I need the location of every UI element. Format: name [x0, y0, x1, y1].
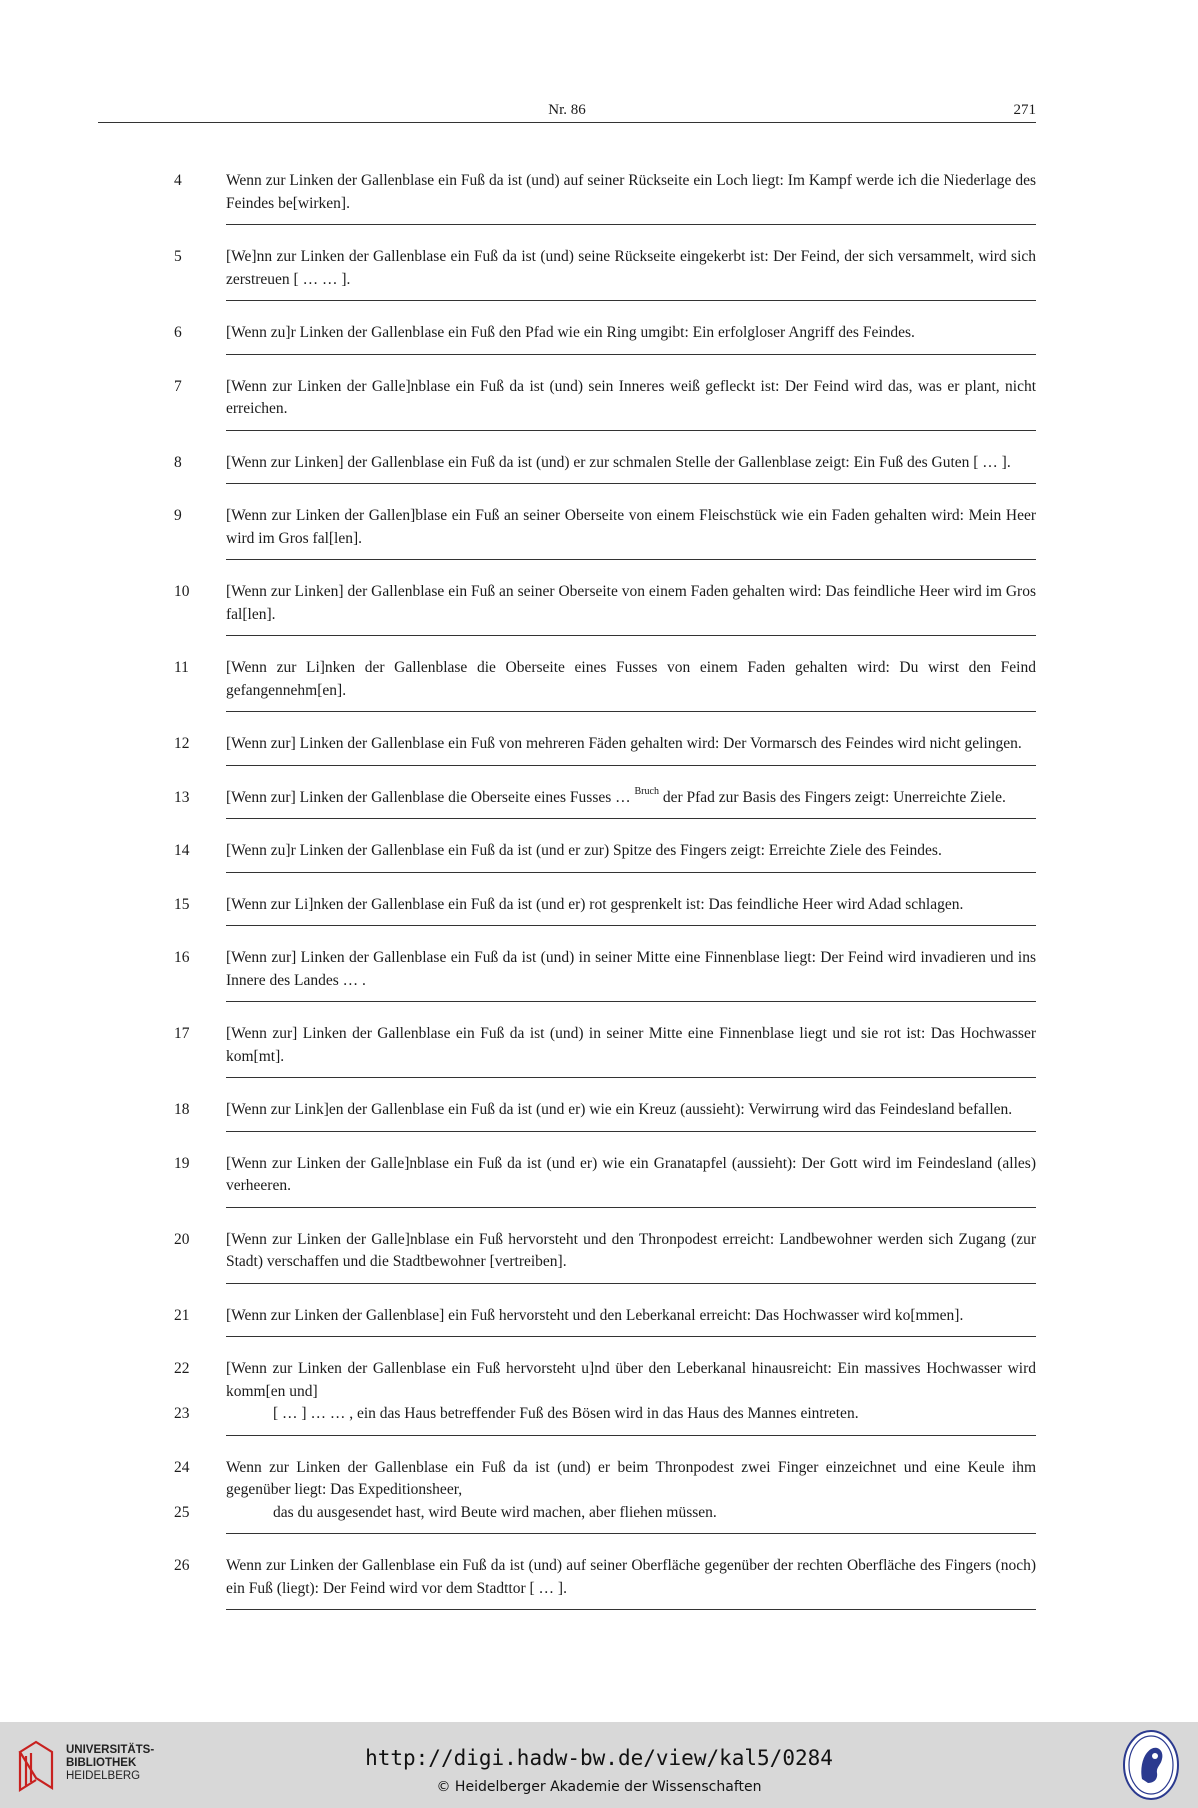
omen-entry	[160, 1305, 1036, 1338]
entry-text	[226, 1502, 1036, 1525]
entry-line	[160, 1305, 1036, 1328]
entry-text	[226, 1099, 1036, 1122]
entry-text	[226, 505, 1036, 550]
entry-line	[160, 1023, 1036, 1068]
entry-text	[226, 376, 1036, 421]
entry-text	[226, 1305, 1036, 1328]
omen-entry	[160, 1358, 1036, 1436]
line-number: 26	[174, 1557, 190, 1574]
omen-entry	[160, 452, 1036, 485]
omen-entry	[160, 840, 1036, 873]
entry-line	[160, 1502, 1036, 1525]
omen-entry	[160, 1153, 1036, 1208]
entry-text-main: Wenn zur Linken der Gallenblase ein Fuß da ist (und) auf seiner Oberfläche gegenüber der rechten Oberfläche des Fingers (noch) ein Fuß (liegt): Der Feind wird vor dem Stadttor [ … ].	[226, 1557, 1036, 1597]
entry-line	[160, 376, 1036, 421]
entry-text	[226, 452, 1036, 475]
entry-text	[226, 733, 1036, 756]
entry-text-main: [ … ] … … , ein das Haus betreffender Fuß des Bösen wird in das Haus des Mannes eintreten.	[273, 1405, 859, 1422]
logo-line-2: BIBLIOTHEK	[66, 1757, 137, 1769]
omen-entry	[160, 733, 1036, 766]
page-number: 271	[1013, 102, 1036, 118]
line-number: 7	[174, 377, 182, 395]
line-number: 5	[174, 248, 182, 265]
entry-line	[160, 1153, 1036, 1198]
entry-text-main: Wenn zur Linken der Gallenblase ein Fuß da ist (und) er beim Thronpodest zwei Finger einzeichnet und eine Keule ihm gegenüber liegt: Das Expeditionsheer,	[226, 1458, 1036, 1498]
entry-text	[226, 1403, 1036, 1426]
omen-entry	[160, 1555, 1036, 1610]
entry-text	[226, 1229, 1036, 1274]
omen-entry	[160, 657, 1036, 712]
omen-entry	[160, 1457, 1036, 1535]
permalink-url[interactable]: http://digi.hadw-bw.de/view/kal5/0284	[365, 1746, 833, 1770]
entry-text-main: [Wenn zur] Linken der Gallenblase ein Fuß von mehreren Fäden gehalten wird: Der Vormarsch des Feindes wird nicht gelingen.	[226, 735, 1022, 752]
entry-line	[160, 505, 1036, 550]
entry-text	[226, 246, 1036, 291]
entry-text	[226, 947, 1036, 992]
break-marker: Bruch	[634, 785, 659, 797]
entry-text	[226, 581, 1036, 626]
line-number: 24	[174, 1458, 190, 1476]
copyright-notice: © Heidelberger Akademie der Wissenschaften	[436, 1779, 762, 1795]
entry-line	[160, 1403, 1036, 1426]
line-number: 23	[174, 1405, 190, 1422]
entry-line	[160, 894, 1036, 917]
entry-line	[160, 1099, 1036, 1122]
entry-text-main: [Wenn zur Linken der Galle]nblase ein Fuß hervorsteht und den Thronpodest erreicht: Landbewohner werden sich Zugang (zur Stadt) verschaffen und die Stadtbewohner [vertreiben].	[226, 1230, 1036, 1270]
academy-seal-icon[interactable]	[1122, 1729, 1180, 1801]
entry-line	[160, 246, 1036, 291]
entry-text	[226, 787, 1036, 810]
entry-text-main: [Wenn zur Li]nken der Gallenblase die Oberseite eines Fusses von einem Faden gehalten wird: Du wirst den Feind gefangennehm[en].	[226, 659, 1036, 699]
entry-text-main: [Wenn zu]r Linken der Gallenblase ein Fuß da ist (und er zur) Spitze des Fingers zeigt: Erreichte Ziele des Feindes.	[226, 842, 942, 859]
line-number: 8	[174, 453, 182, 471]
line-number: 4	[174, 172, 182, 189]
line-number: 10	[174, 583, 190, 600]
omen-entry	[160, 322, 1036, 355]
entry-text-main: [Wenn zur Linken der Galle]nblase ein Fuß da ist (und er) wie ein Granatapfel (aussieht): Der Gott wird im Feindesland (alles) verheeren.	[226, 1154, 1036, 1194]
omen-entry	[160, 581, 1036, 636]
footer-bar	[0, 1722, 1198, 1808]
entry-line	[160, 322, 1036, 345]
line-number: 15	[174, 895, 190, 913]
entry-line	[160, 947, 1036, 992]
entry-text-main: [Wenn zur Linken] der Gallenblase ein Fuß an seiner Oberseite von einem Faden gehalten wird: Das feindliche Heer wird im Gros fal[len].	[226, 583, 1036, 623]
line-number: 19	[174, 1154, 190, 1172]
entry-text-main: das du ausgesendet hast, wird Beute wird machen, aber fliehen müssen.	[273, 1503, 717, 1521]
entry-text-main: [Wenn zur Linken] der Gallenblase ein Fuß da ist (und) er zur schmalen Stelle der Gallenblase zeigt: Ein Fuß des Guten [ … ].	[226, 453, 1011, 471]
line-number: 25	[174, 1503, 190, 1521]
entry-text-main: [Wenn zur Li]nken der Gallenblase ein Fuß da ist (und er) rot gesprenkelt ist: Das feindliche Heer wird Adad schlagen.	[226, 895, 964, 913]
entry-line	[160, 657, 1036, 702]
line-number: 22	[174, 1360, 190, 1377]
entry-text	[226, 1555, 1036, 1600]
entry-line	[160, 1229, 1036, 1274]
entry-text-main: [We]nn zur Linken der Gallenblase ein Fuß da ist (und) seine Rückseite eingekerbt ist: Der Feind, der sich versammelt, wird sich zerstreuen [ … … ].	[226, 248, 1036, 288]
entry-line	[160, 452, 1036, 475]
line-number: 11	[174, 659, 189, 676]
entry-line	[160, 1457, 1036, 1502]
entry-line	[160, 733, 1036, 756]
logo-line-3: HEIDELBERG	[66, 1770, 141, 1782]
entry-text	[226, 1457, 1036, 1502]
entry-line	[160, 1358, 1036, 1403]
line-number: 12	[174, 735, 190, 752]
entry-text-main: [Wenn zur] Linken der Gallenblase die Oberseite eines Fusses …	[226, 788, 635, 806]
line-number: 13	[174, 788, 190, 806]
line-number: 20	[174, 1230, 190, 1248]
omen-entries	[160, 170, 1036, 1631]
omen-entry	[160, 246, 1036, 301]
entry-text-main: [Wenn zu]r Linken der Gallenblase ein Fuß den Pfad wie ein Ring umgibt: Ein erfolgloser Angriff des Feindes.	[226, 324, 915, 341]
entry-line	[160, 170, 1036, 215]
entry-text	[226, 657, 1036, 702]
omen-entry	[160, 787, 1036, 820]
entry-line	[160, 787, 1036, 810]
entry-text-main: Wenn zur Linken der Gallenblase ein Fuß da ist (und) auf seiner Rückseite ein Loch liegt: Im Kampf werde ich die Niederlage des Feindes be[wirken].	[226, 172, 1036, 212]
line-number: 16	[174, 949, 190, 966]
line-number: 9	[174, 507, 182, 524]
entry-text-continued: der Pfad zur Basis des Fingers zeigt: Unerreichte Ziele.	[658, 788, 1006, 806]
entry-text	[226, 1153, 1036, 1198]
entry-text-main: [Wenn zur Linken der Gallenblase] ein Fuß hervorsteht und den Leberkanal erreicht: Das Hochwasser wird ko[mmen].	[226, 1306, 964, 1324]
omen-entry	[160, 1023, 1036, 1078]
omen-entry	[160, 947, 1036, 1002]
entry-line	[160, 581, 1036, 626]
entry-text	[226, 894, 1036, 917]
line-number: 18	[174, 1101, 190, 1118]
entry-text-main: [Wenn zur Linken der Gallenblase ein Fuß hervorsteht u]nd über den Leberkanal hinausreicht: Ein massives Hochwasser wird komm[en und]	[226, 1360, 1036, 1400]
entry-text-main: [Wenn zur Linken der Galle]nblase ein Fuß da ist (und) sein Inneres weiß gefleckt ist: Der Feind wird das, was er plant, nicht erreichen.	[226, 377, 1036, 417]
omen-entry	[160, 894, 1036, 927]
page-header	[98, 102, 1036, 123]
entry-text	[226, 170, 1036, 215]
entry-text	[226, 322, 1036, 345]
entry-text-main: [Wenn zur Link]en der Gallenblase ein Fuß da ist (und er) wie ein Kreuz (aussieht): Verwirrung wird das Feindesland befallen.	[226, 1101, 1013, 1118]
entry-text-main: [Wenn zur Linken der Gallen]blase ein Fuß an seiner Oberseite von einem Fleischstück wie ein Faden gehalten wird: Mein Heer wird im Gros fal[len].	[226, 507, 1036, 547]
entry-text	[226, 1358, 1036, 1403]
entry-text	[226, 1023, 1036, 1068]
entry-text-main: [Wenn zur] Linken der Gallenblase ein Fuß da ist (und) in seiner Mitte eine Finnenblase liegt: Der Feind wird invadieren und ins Innere des Landes … .	[226, 949, 1036, 989]
entry-text-main: [Wenn zur] Linken der Gallenblase ein Fuß da ist (und) in seiner Mitte eine Finnenblase liegt und sie rot ist: Das Hochwasser kom[mt].	[226, 1025, 1036, 1065]
omen-entry	[160, 1229, 1036, 1284]
line-number: 14	[174, 842, 190, 859]
line-number: 6	[174, 324, 182, 341]
logo-line-1: UNIVERSITÄTS-	[66, 1744, 155, 1756]
omen-entry	[160, 376, 1036, 431]
omen-entry	[160, 1099, 1036, 1132]
entry-line	[160, 840, 1036, 863]
entry-text	[226, 840, 1036, 863]
omen-entry	[160, 505, 1036, 560]
omen-entry	[160, 170, 1036, 225]
running-title: Nr. 86	[548, 102, 586, 118]
line-number: 21	[174, 1306, 190, 1324]
line-number: 17	[174, 1025, 190, 1042]
entry-line	[160, 1555, 1036, 1600]
